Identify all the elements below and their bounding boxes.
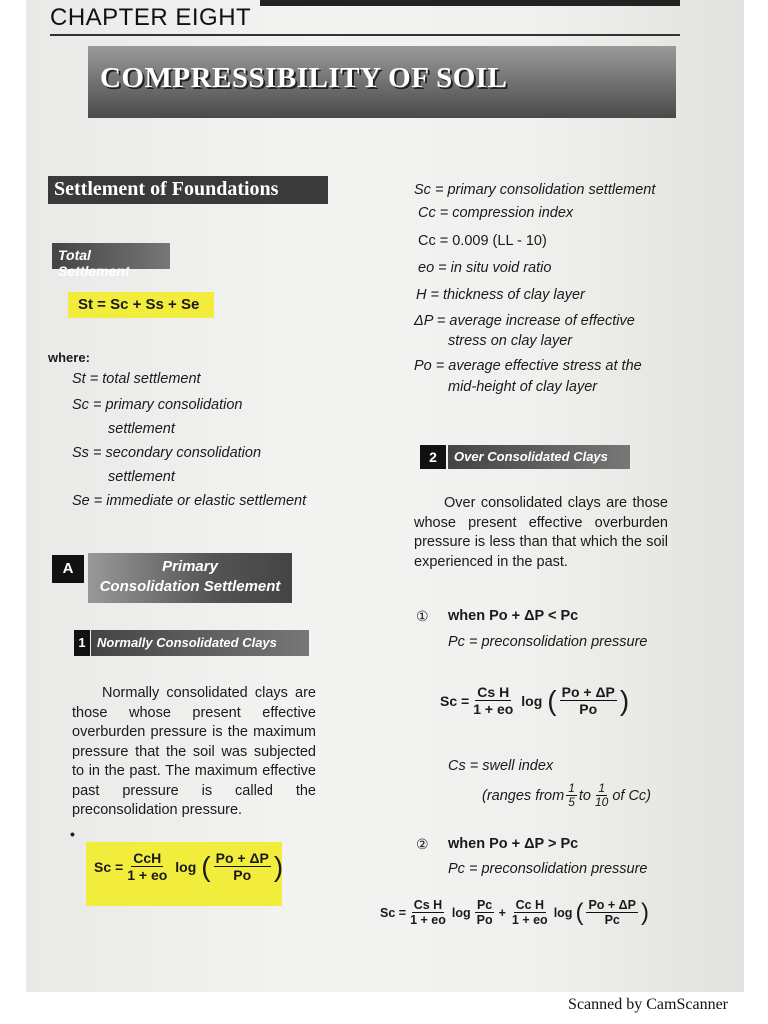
equation-total-settlement: St = Sc + Ss + Se	[68, 292, 214, 318]
eq1-inner-fraction	[560, 684, 617, 717]
paren-open: (	[201, 850, 211, 882]
eq-inner-den: Po	[233, 867, 252, 883]
eq2-paren-close: )	[641, 898, 649, 926]
case-1-marker: ①	[416, 608, 429, 624]
equation-case-2	[380, 898, 650, 927]
section-a-title	[88, 553, 292, 603]
def-st: St = total settlement	[72, 371, 201, 387]
def-se: Se = immediate or elastic settlement	[72, 493, 307, 509]
eq1-inner-den: Po	[579, 701, 598, 717]
eq2-log1: log	[451, 905, 471, 920]
eq1-fraction	[471, 684, 515, 717]
def-cc-formula: Cc = 0.009 (LL - 10)	[418, 233, 547, 249]
equation-normally-consolidated	[86, 842, 282, 906]
eq2-plus: +	[498, 905, 506, 920]
def-dp: ΔP = average increase of effective	[414, 313, 635, 329]
case-2-condition: when Po + ΔP > Pc	[448, 836, 579, 852]
eq2-term1-log-fraction	[475, 898, 495, 927]
eq2-term2-fraction	[510, 898, 550, 927]
range-frac-2	[593, 782, 610, 809]
range-f2-num: 1	[598, 781, 605, 795]
eq2-t2-num: Cc H	[515, 898, 545, 912]
chapter-rule	[50, 34, 680, 36]
section-a-title-line1: Primary	[162, 558, 218, 575]
range-frac-1	[566, 782, 577, 809]
def-cc: Cc = compression index	[418, 205, 574, 221]
range-f2-den: 10	[594, 795, 609, 809]
paragraph-text-over: Over consolidated clays are those whose present effective overburden pressure is less than that which the soil experienced in the past.	[414, 495, 668, 570]
eq2-t2-log-num: Po + ΔP	[588, 898, 636, 912]
eq2-paren-open: (	[575, 898, 584, 926]
subsection-2-badge: 2	[420, 445, 446, 469]
chapter-title: COMPRESSIBILITY OF SOIL	[100, 62, 508, 94]
eq1-paren-close: )	[619, 684, 630, 716]
paragraph-over-consolidated	[414, 494, 668, 572]
eq1-num: Cs H	[477, 684, 510, 700]
eq2-t1-log-den: Po	[476, 913, 493, 927]
def-sc-right: Sc = primary consolidation settlement	[414, 182, 656, 198]
where-label: where:	[48, 350, 90, 365]
paren-close: )	[273, 850, 284, 882]
subheading-total-settlement: Total Settlement	[52, 243, 170, 269]
eq2-t2-den: 1 + eo	[511, 913, 548, 927]
range-prefix: (ranges from	[482, 787, 565, 804]
eq-fraction	[125, 850, 169, 883]
eq1-inner-num: Po + ΔP	[561, 684, 615, 700]
eq2-t1-num: Cs H	[413, 898, 443, 912]
range-f1-den: 5	[568, 795, 575, 809]
eq-inner-fraction	[214, 850, 271, 883]
def-sc-cont: settlement	[108, 421, 175, 437]
case-2-pc-def: Pc = preconsolidation pressure	[448, 861, 648, 877]
range-f1-num: 1	[568, 781, 575, 795]
equation-case-1	[440, 684, 630, 717]
range-suffix: of Cc)	[612, 787, 652, 804]
eq2-lhs: Sc =	[380, 905, 407, 920]
eq1-paren-open: (	[547, 684, 557, 716]
paragraph-text: Normally consolidated clays are those whose present effective overburden pressure is the maximum pressure that the soil was subjected to in the past. The maximum effective past pressure is called the preconsolidation pressure.	[72, 685, 316, 818]
top-edge-bar	[260, 0, 680, 6]
range-to: to	[578, 787, 591, 804]
eq-num: CcH	[133, 850, 162, 866]
scanner-watermark: Scanned by CamScanner	[568, 996, 728, 1013]
case-1-range	[482, 782, 651, 809]
def-eo: eo = in situ void ratio	[418, 260, 552, 276]
subsection-2-title: Over Consolidated Clays	[448, 445, 630, 469]
eq2-t1-log-num: Pc	[476, 898, 493, 912]
eq2-term1-fraction	[408, 898, 448, 927]
case-1-cs-def: Cs = swell index	[448, 758, 554, 774]
subsection-1-badge: 1	[74, 630, 90, 656]
def-h: H = thickness of clay layer	[416, 287, 585, 303]
case-1-pc-def: Pc = preconsolidation pressure	[448, 634, 648, 650]
chapter-label: CHAPTER EIGHT	[50, 4, 252, 31]
def-ss: Ss = secondary consolidation	[72, 445, 262, 461]
def-po: Po = average effective stress at the	[414, 358, 642, 374]
eq1-lhs: Sc =	[440, 692, 470, 709]
eq-den: 1 + eo	[127, 867, 168, 883]
eq-lhs: Sc =	[94, 858, 124, 875]
eq2-term2-log-fraction	[586, 898, 638, 927]
eq2-log2: log	[553, 905, 573, 920]
def-dp-cont: stress on clay layer	[448, 333, 573, 349]
def-po-cont: mid-height of clay layer	[448, 379, 598, 395]
eq2-t1-den: 1 + eo	[410, 913, 446, 927]
def-sc: Sc = primary consolidation	[72, 397, 243, 413]
section-a-title-line2: Consolidation Settlement	[99, 578, 281, 595]
section-a-badge: A	[52, 555, 84, 583]
case-1-condition: when Po + ΔP < Pc	[448, 608, 579, 624]
case-2-marker: ②	[416, 836, 429, 852]
eq1-log: log	[521, 692, 543, 709]
eq1-den: 1 + eo	[473, 701, 514, 717]
paragraph-normally-consolidated	[72, 684, 316, 821]
section-heading-settlement: Settlement of Foundations	[48, 176, 328, 204]
eq-log: log	[175, 858, 197, 875]
def-ss-cont: settlement	[108, 469, 175, 485]
subsection-1-title: Normally Consolidated Clays	[91, 630, 309, 656]
bullet-mark: •	[70, 826, 75, 842]
eq2-t2-log-den: Pc	[604, 913, 620, 927]
eq-inner-num: Po + ΔP	[215, 850, 269, 866]
